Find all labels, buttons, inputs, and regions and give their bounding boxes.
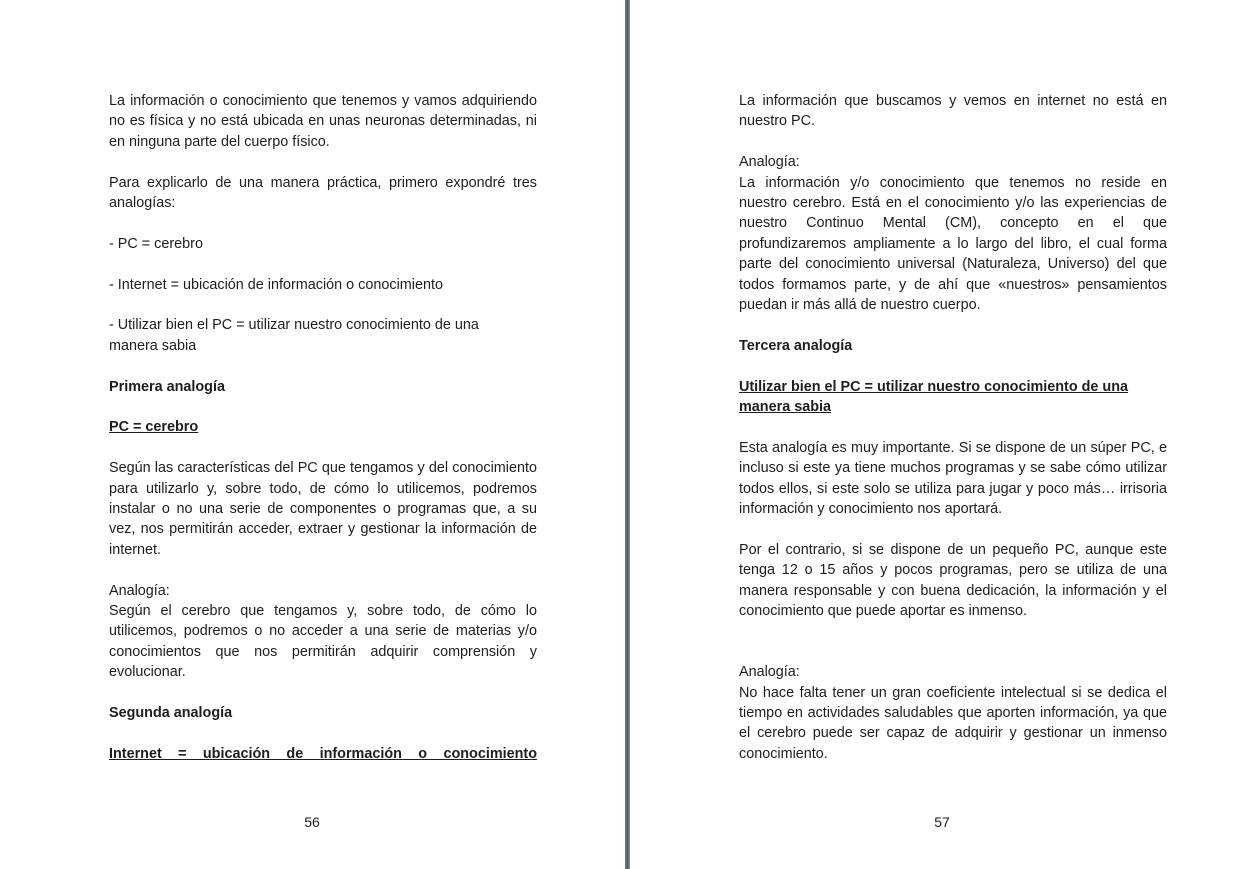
page-number: 56 [304, 814, 320, 830]
section-heading: Tercera analogía [739, 337, 853, 354]
page-number: 57 [934, 814, 950, 830]
paragraph: La información o conocimiento que tenemos y vamos adquiriendo no es física y no está ubicada en unas neuronas determinadas, ni en ninguna parte del cuerpo físico. [109, 93, 537, 150]
page-body [109, 91, 537, 764]
paragraph: Esta analogía es muy importante. Si se dispone de un súper PC, e incluso si este ya tiene muchos programas y se sabe cómo utilizar todos ellos, si este solo se utiliza para jugar y poco más… irrisoria información y conocimiento nos aportará. [739, 439, 1167, 518]
list-item: - Utilizar bien el PC = utilizar nuestro conocimiento de una manera sabia [109, 317, 479, 354]
list-item: - PC = cerebro [109, 235, 203, 252]
section-heading: Segunda analogía [109, 705, 233, 722]
paragraph: Según el cerebro que tengamos y, sobre todo, de cómo lo utilicemos, podremos o no acceder a una serie de materias y/o conocimientos que nos permitirán adquirir comprensión y evolucionar. [109, 603, 537, 681]
analogy-label: Analogía: [739, 664, 800, 681]
paragraph: Según las características del PC que tengamos y del conocimiento para utilizarlo y, sobre todo, de cómo lo utilicemos, podremos instalar o no una serie de componentes o programas que, a su vez, nos permitirán acceder, extraer y gestionar la información de internet. [109, 460, 537, 558]
analogy-label: Analogía: [739, 154, 800, 171]
section-subheading: Internet = ubicación de información o conocimiento [109, 745, 537, 762]
section-subheading: Utilizar bien el PC = utilizar nuestro conocimiento de una manera sabia [739, 378, 1129, 416]
page-body [739, 91, 1167, 764]
section-subheading: PC = cerebro [109, 419, 199, 436]
paragraph: Para explicarlo de una manera práctica, primero expondré tres analogías: [109, 174, 537, 212]
paragraph: Por el contrario, si se dispone de un pequeño PC, aunque este tenga 12 o 15 años y pocos programas, pero se utiliza de una manera responsable y con buena dedicación, la información y el conocimiento que puede aportar es inmenso. [739, 541, 1167, 620]
paragraph: No hace falta tener un gran coeficiente intelectual si se dedica el tiempo en actividades saludables que aporten información, ya que el cerebro puede ser capaz de adquirir y gestionar un inmenso conocimiento. [739, 684, 1167, 762]
analogy-label: Analogía: [109, 582, 170, 599]
document-page-right [630, 0, 1241, 869]
paragraph: La información y/o conocimiento que tenemos no reside en nuestro cerebro. Está en el conocimiento y/o las experiencias de nuestro Continuo Mental (CM), concepto en el que profundizaremos ampliamente a lo largo del libro, el cual forma parte del conocimiento universal (Naturaleza, Universo) del que todos formamos parte, y de ahí que «nuestros» pensamientos puedan ir más allá de nuestro cuerpo. [739, 174, 1167, 314]
paragraph: La información que buscamos y vemos en internet no está en nuestro PC. [739, 93, 1167, 130]
section-heading: Primera analogía [109, 378, 225, 395]
list-item: - Internet = ubicación de información o conocimiento [109, 276, 443, 293]
